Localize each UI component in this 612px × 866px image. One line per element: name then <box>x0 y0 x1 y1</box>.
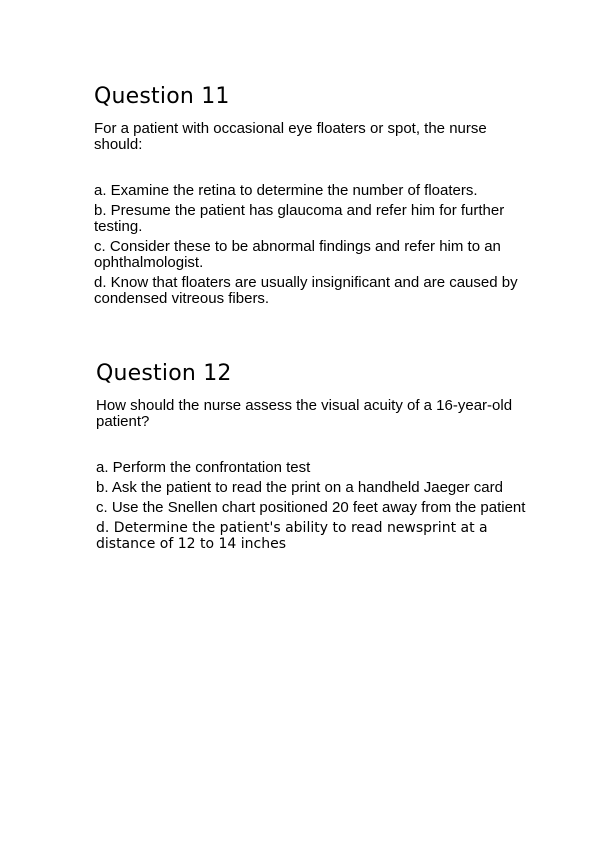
option-d: d. Determine the patient's ability to read newsprint at a distance of 12 to 14 inches <box>96 520 488 552</box>
option-c: c. Consider these to be abnormal findings and refer him to an ophthalmologist. <box>94 238 501 271</box>
question-title: Question 11 <box>94 84 230 109</box>
options-list <box>94 183 554 307</box>
option-b: b. Presume the patient has glaucoma and refer him for further testing. <box>94 202 505 235</box>
option-d: d. Know that floaters are usually insignificant and are caused by condensed vitreous fibers. <box>94 274 518 307</box>
option-a: a. Examine the retina to determine the number of floaters. <box>94 182 478 199</box>
option-b: b. Ask the patient to read the print on a handheld Jaeger card <box>96 479 503 496</box>
question-11 <box>94 84 554 311</box>
question-text: How should the nurse assess the visual acuity of a 16-year-old patient? <box>96 397 513 430</box>
option-a: a. Perform the confrontation test <box>96 459 311 476</box>
option-c: c. Use the Snellen chart positioned 20 feet away from the patient <box>96 499 526 516</box>
options-list <box>96 460 556 552</box>
question-12 <box>96 361 556 556</box>
question-title: Question 12 <box>96 361 232 386</box>
question-text: For a patient with occasional eye floaters or spot, the nurse should: <box>94 120 487 153</box>
